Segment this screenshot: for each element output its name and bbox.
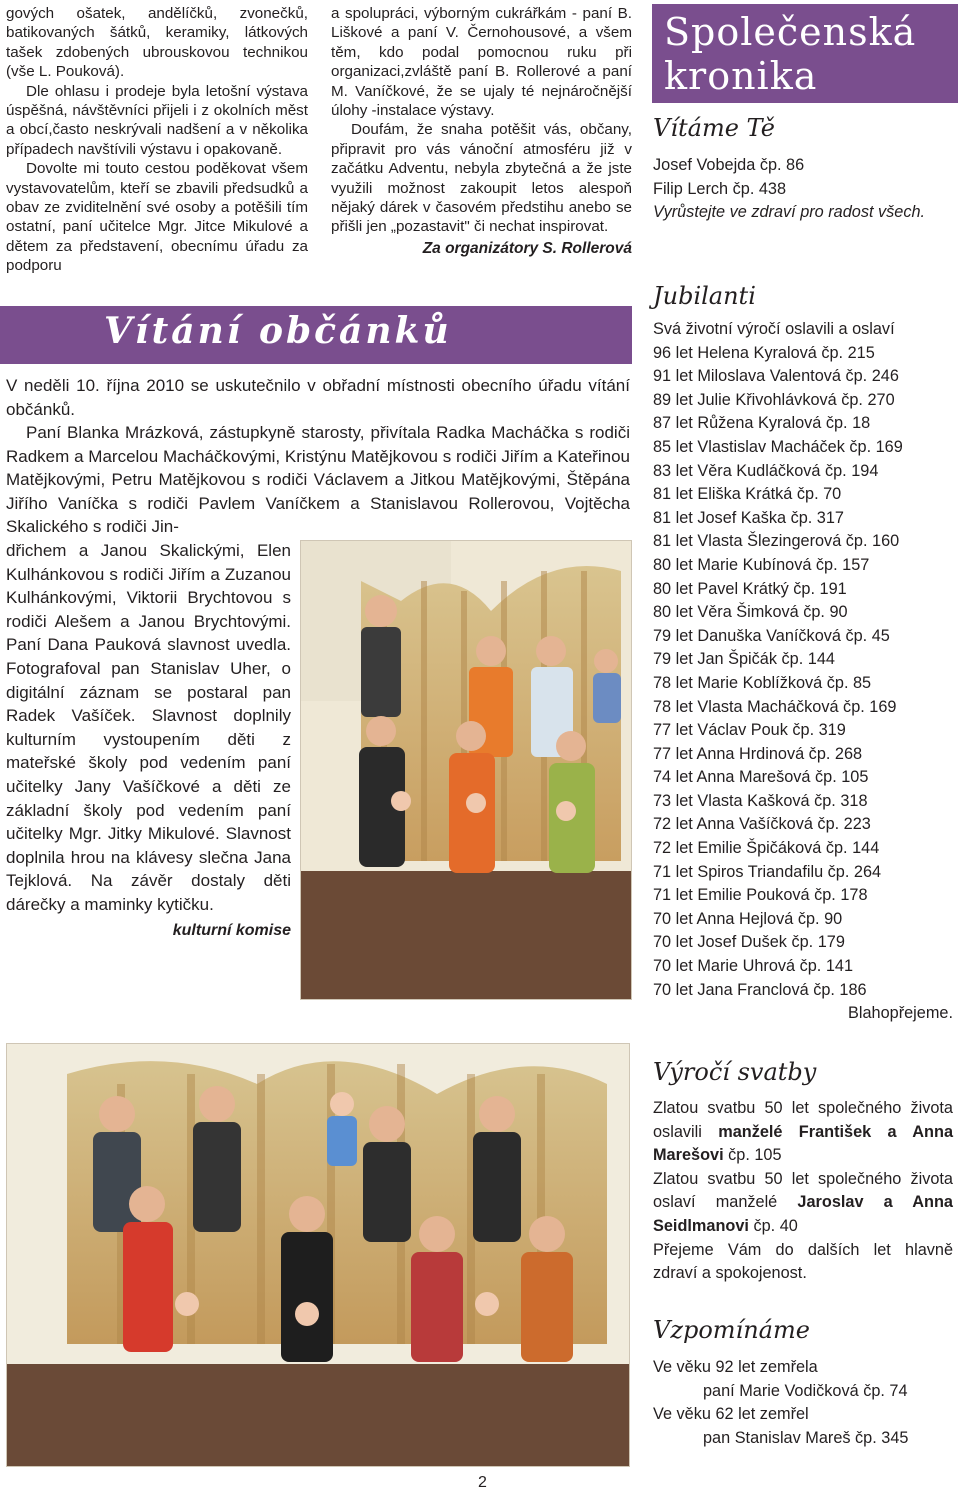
jubilee-item: 78 let Marie Koblížková čp. 85 <box>653 673 872 692</box>
group-photo-top <box>300 540 632 1000</box>
jubilee-item: 70 let Marie Uhrová čp. 141 <box>653 957 854 976</box>
welcome-wish: Vyrůstejte ve zdraví pro radost všech. <box>653 203 926 222</box>
memorial-1-name: paní Marie Vodičková čp. 74 <box>703 1381 908 1400</box>
welcome-section-title: Vítání občánků <box>104 310 452 352</box>
anniversary-2-text: Zlatou svatbu 50 let společného života oslaví manželé <box>653 1169 953 1212</box>
chronicle-title-line-1: Společenská <box>664 10 917 54</box>
welcome-body-narrow: dřichem a Janou Skalickými, Elen Kulhánkovou s rodiči Jiřím a Zuzanou Kulhánkovými, Viktorii Brychtovou s rodiči Alešem a Janou Brychtovými. Paní Dana Pauková slavnost uvedla. Fotografoval pan Stanislav Uher, o digitální záznam se postaral pan Radek Vašíček. Slavnost doplnily kulturním vystoupením děti z mateřské školy pod vedením paní učitelky Jany Vašíčkové a děti ze základní školy pod vedením paní učitelky Mgr. Jitky Mikulové. Slavnost doplnila hrou na klávesy slečna Jana Tejklová. Na závěr dostaly děti dárečky a maminky kytičku. <box>6 541 291 914</box>
welcome-name-2: Filip Lerch čp. 438 <box>653 179 787 198</box>
jubilee-item: 70 let Josef Dušek čp. 179 <box>653 933 845 952</box>
jubilee-item: 71 let Emilie Pouková čp. 178 <box>653 886 868 905</box>
jubilee-item: 83 let Věra Kudláčková čp. 194 <box>653 461 879 480</box>
jubilee-item: 74 let Anna Marešová čp. 105 <box>653 768 869 787</box>
jubilee-item: 72 let Emilie Špičáková čp. 144 <box>653 839 880 858</box>
jubilee-item: 73 let Vlasta Kašková čp. 318 <box>653 791 868 810</box>
anniversary-1-house: čp. 105 <box>728 1146 782 1165</box>
jubilee-item: 77 let Anna Hrdinová čp. 268 <box>653 744 863 763</box>
jubilee-item: 96 let Helena Kyralová čp. 215 <box>653 343 875 362</box>
jubilee-item: 80 let Pavel Krátký čp. 191 <box>653 579 847 598</box>
jubilee-intro: Svá životní výročí oslavili a oslaví <box>653 320 895 338</box>
jubilee-item: 72 let Anna Vašíčková čp. 223 <box>653 815 871 834</box>
welcome-intro: V neděli 10. října 2010 se uskutečnilo v obřadní místnosti obecního úřadu vítání občánků. <box>6 376 630 419</box>
welcome-heading: Vítáme Tě <box>653 114 775 142</box>
jubilee-item: 71 let Spiros Triandafilu čp. 264 <box>653 862 882 881</box>
anniversary-heading: Výročí svatby <box>653 1058 817 1086</box>
exhibition-signature: Za organizátory S. Rollerová <box>422 239 632 257</box>
anniversary-wish: Přejeme Vám do dalších let hlavně zdraví a spokojenost. <box>653 1240 953 1283</box>
jubilee-item: 70 let Jana Franclová čp. 186 <box>653 980 867 999</box>
exhibition-paragraph-1: gových ošatek, andělíčků, zvonečků, batikovaných šátků, keramiky, látkových tašek zdobených ubrouskovou technikou (vše L. Pouková). <box>6 5 308 81</box>
jubilee-item: 91 let Miloslava Valentová čp. 246 <box>653 367 899 386</box>
anniversary-2-house: čp. 40 <box>753 1216 798 1235</box>
memorial-block <box>653 1356 953 1450</box>
welcome-name-1: Josef Vobejda čp. 86 <box>653 156 805 174</box>
jubilee-item: 81 let Eliška Krátká čp. 70 <box>653 485 842 504</box>
memorial-2-name: pan Stanislav Mareš čp. 345 <box>703 1428 909 1447</box>
jubilee-item: 78 let Vlasta Macháčková čp. 169 <box>653 697 897 716</box>
jubilee-item: 81 let Vlasta Šlezingerová čp. 160 <box>653 532 900 551</box>
jubilee-item: 87 let Růžena Kyralová čp. 18 <box>653 414 871 433</box>
exhibition-article-left <box>6 4 308 276</box>
chronicle-title-line-2: kronika <box>664 54 818 98</box>
exhibition-paragraph-4: a spolupráci, výborným cukrářkám - paní B. Liškové a paní V. Černohousové, a všem těm, kdo podal pomocnou ruku při organizaci,zvláště paní B. Rollerové a paní M. Vaníčkové, že se ujaly té nejnáročnější úlohy -instalace výstavy. <box>331 5 632 120</box>
welcome-body-narrow-column <box>6 539 291 942</box>
welcome-signature: kulturní komise <box>172 921 291 939</box>
jubilee-item: 81 let Josef Kaška čp. 317 <box>653 508 844 527</box>
jubilee-heading: Jubilanti <box>653 282 756 310</box>
jubilee-block <box>653 318 953 1026</box>
jubilee-item: 80 let Věra Šimková čp. 90 <box>653 603 848 622</box>
jubilee-item: 80 let Marie Kubínová čp. 157 <box>653 555 870 574</box>
jubilee-list <box>653 342 953 1003</box>
jubilee-item: 85 let Vlastislav Macháček čp. 169 <box>653 437 903 456</box>
memorial-heading: Vzpomínáme <box>653 1316 810 1344</box>
anniversary-1-text: Zlatou svatbu 50 let společného života oslavili <box>653 1099 953 1141</box>
anniversary-2-couple: Jaroslav a Anna Seidlmanovi <box>653 1193 953 1235</box>
welcome-block <box>653 154 953 225</box>
jubilee-item: 70 let Anna Hejlová čp. 90 <box>653 909 843 928</box>
exhibition-article-right <box>331 4 632 258</box>
exhibition-paragraph-2: Dle ohlasu i prodeje byla letošní výstava úspěšná, návštěvníci přijeli i z okolních měst a obcí,často neskrývali nadšení a v několika případech navštívili výstavu i opakovaně. <box>6 82 308 158</box>
jubilee-item: 89 let Julie Křivohlávková čp. 270 <box>653 390 895 409</box>
group-photo-bottom-image <box>7 1044 630 1467</box>
group-photo-bottom <box>6 1043 630 1467</box>
jubilee-item: 79 let Jan Špičák čp. 144 <box>653 650 835 669</box>
jubilee-congrats: Blahopřejeme. <box>848 1004 953 1023</box>
welcome-section-banner <box>0 306 632 364</box>
welcome-body-wide: Paní Blanka Mrázková, zástupkyně starosty, přivítala Radka Macháčka s rodiči Radkem a Marcelou Macháčkovými, Kristýnu Matějkovou s rodiči Jiřím a Kateřinou Matějkovými, Petru Matějkovou s rodiči Václavem a Jitkou Matějkovými, Štěpána Jiřího Vaníčka s rodiči Pavlem Vaníčkem a Stanislavou Rollerovou, Vojtěcha Skalického s rodiči Jin- <box>6 423 630 537</box>
exhibition-paragraph-5: Doufám, že snaha potěšit vás, občany, připravit pro vás vánoční atmosféru již v začátku Adventu, nebyla zbytečná a že jste využili možnost zakoupit letos alespoň nějaký dárek v časovém předstihu anebo se přišli jen „pozastavit" či nechat inspirovat. <box>331 121 632 236</box>
memorial-1-age: Ve věku 92 let zemřela <box>653 1358 818 1376</box>
page-number: 2 <box>478 1474 487 1491</box>
jubilee-item: 79 let Danuška Vaníčková čp. 45 <box>653 626 890 645</box>
jubilee-item: 77 let Václav Pouk čp. 319 <box>653 721 846 740</box>
chronicle-banner <box>652 4 958 103</box>
anniversary-1-couple: manželé František a Anna Marešovi <box>653 1122 953 1165</box>
anniversary-block <box>653 1097 953 1286</box>
group-photo-top-image <box>301 541 632 1000</box>
exhibition-paragraph-3: Dovolte mi touto cestou poděkovat všem vystavovatelům, kteří se zbavili předsudků a obav ze zviditelnění své osoby a potěšili tím ostatní, paní učitelce Mgr. Jitce Mikulové a dětem za představení, obecnímu úřadu za podporu <box>6 160 308 275</box>
memorial-2-age: Ve věku 62 let zemřel <box>653 1405 809 1424</box>
